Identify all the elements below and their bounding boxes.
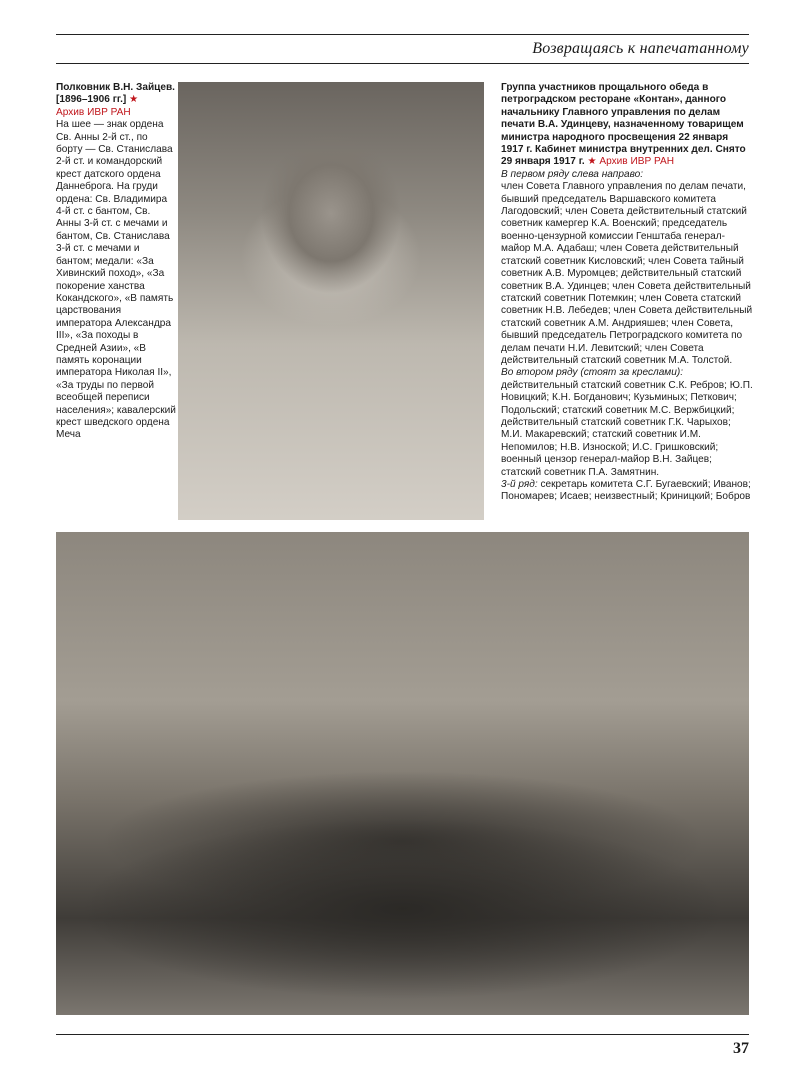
row3-text: секретарь комитета С.Г. Бугаевский; Иванов; Пономарев; Исаев; неизвестный; Криницкий; Бобров	[501, 479, 751, 503]
star-icon: ★	[587, 156, 597, 168]
row1-text: член Совета Главного управления по делам печати, бывший председатель Варшавского комитета Лагодовский; член Совета действительный статский советник камергер К.А. Военский; председатель военно-цензурной комиссии Генштаба генерал-майор М.А. Адабаш; член Совета действительный статский советник Кисловский; член Совета тайный советник А.В. Муромцев; действительный статский советник В.А. Удинцев; член Совета действительный статский советник Потемкин; член Совета статский советник Н.В. Лебедев; член Совета действительный статский советник А.М. Андрияшев; член Совета, бывший председатель Петроградского комитета по делам печати Н.И. Левитский; член Совета действительный статский советник М.А. Толстой.	[501, 181, 753, 366]
portrait-caption-body: На шее — знак ордена Св. Анны 2-й ст., по борту — Св. Станислава 2-й ст. и командорский крест датского ордена Даннеброга. На груди ордена: Св. Владимира 4-й ст. с бантом, Св. Анны 3-й ст. с мечами и бантом, Св. Станислава 3-й ст. с мечами и бантом; медали: «За Хивинский поход», «За покорение ханства Кокандского», «В память царствования императора Александра III», «За походы в Средней Азии», «В память коронации императора Николая II», «За труды по первой всеобщей переписи населения»; кавалерский крест шведского ордена Меча	[56, 119, 176, 441]
page-number: 37	[733, 1040, 749, 1057]
row1-label: В первом ряду слева направо:	[501, 168, 644, 180]
row3-label: 3-й ряд:	[501, 479, 538, 490]
portrait-photo	[178, 82, 484, 520]
row2-text: действительный статский советник С.К. Ребров; Ю.П. Новицкий; К.Н. Богданович; Кузьминых; Петкович; Подольский; статский советник М.С. Вержбицкий; действительный статский советник Г.К. Чарыхов; М.И. Макаревский; статский советник И.М. Непомилов; Н.В. Изноской; И.С. Гришковский; военный цензор генерал-майор В.Н. Зайцев; статский советник П.А. Замятнин.	[501, 379, 753, 478]
star-icon: ★	[129, 94, 139, 106]
row2-label: Во втором ряду (стоят за креслами):	[501, 367, 684, 379]
portrait-caption-title: Полковник В.Н. Зайцев. [1896–1906 гг.]	[56, 82, 175, 106]
group-photo	[56, 532, 749, 1015]
group-caption-archive: Архив ИВР РАН	[599, 156, 675, 168]
portrait-caption	[56, 82, 176, 442]
header-underline	[56, 63, 749, 64]
header-rule	[56, 34, 749, 35]
footer-rule	[56, 1034, 749, 1035]
group-caption-title: Группа участников прощального обеда в петроградском ресторане «Контан», данного начальнику Главного управления по делам печати В.А. Удинцеву, назначенному товарищем министра народного просвещения 22 января 1917 г. Кабинет министра внутренних дел. Снято 29 января 1917 г.	[501, 82, 746, 168]
running-header: Возвращаясь к напечатанному	[532, 40, 749, 57]
group-photo-caption	[501, 82, 753, 504]
portrait-caption-archive: Архив ИВР РАН	[56, 106, 131, 118]
